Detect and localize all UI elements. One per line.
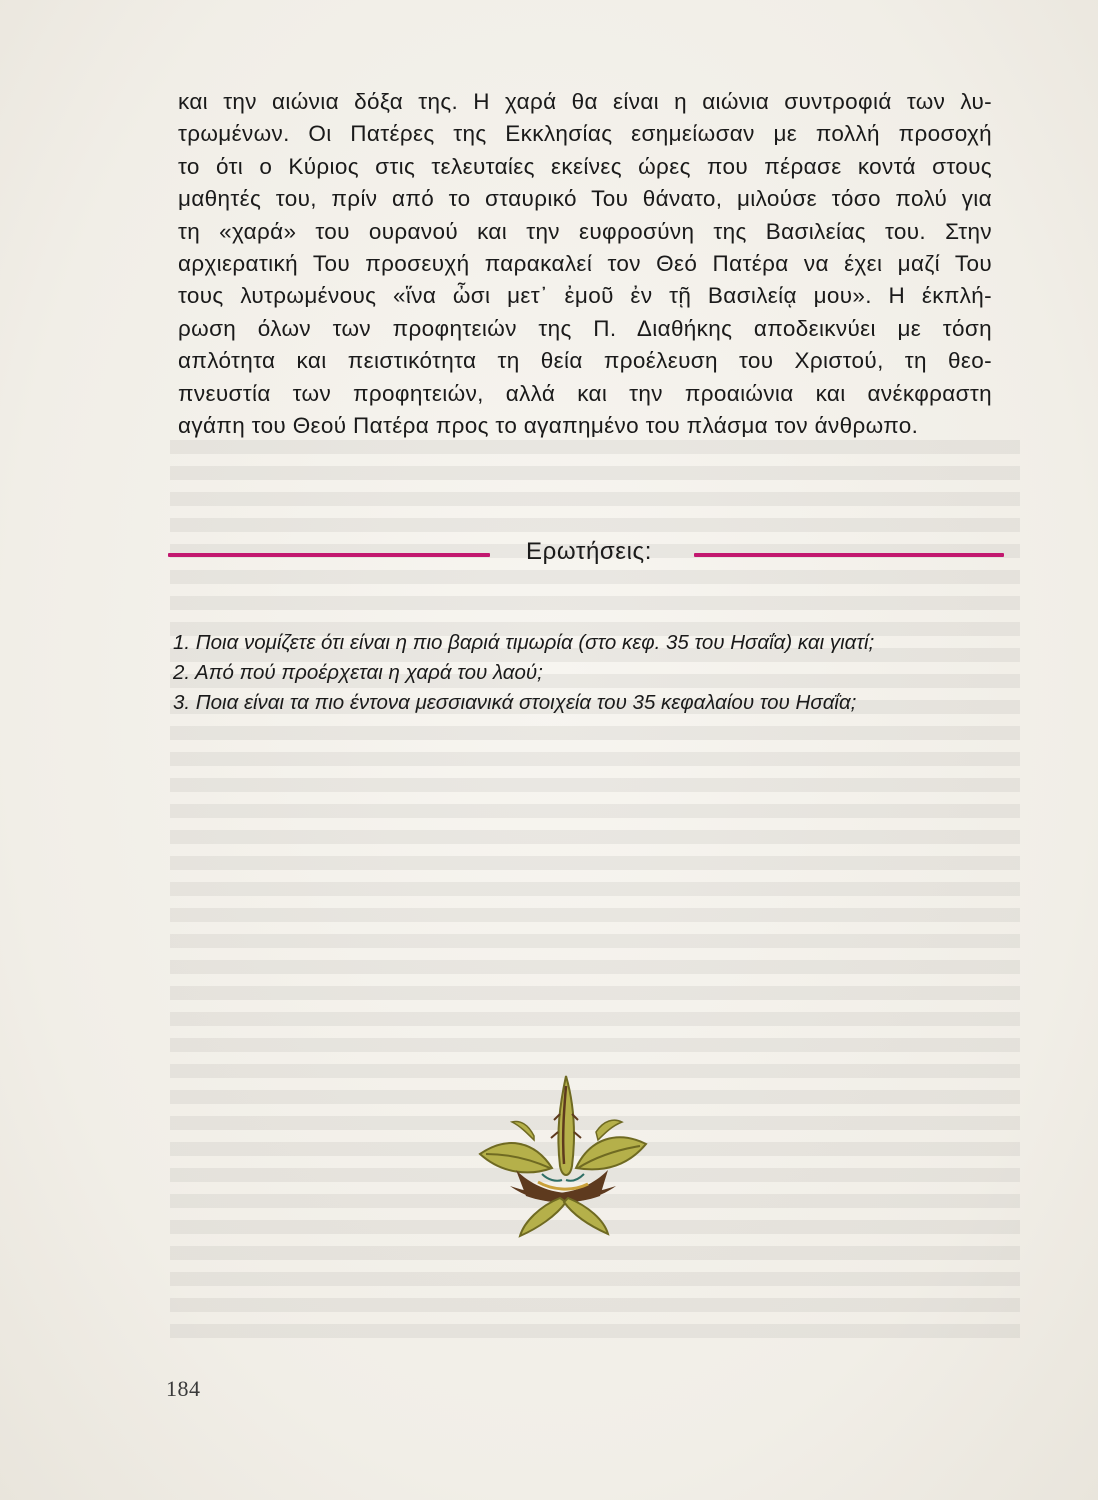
- body-line: τρωμένων. Οι Πατέρες της Εκκλησίας εσημείωσαν με πολλή προσοχή: [178, 121, 992, 147]
- body-line: ρωση όλων των προφητειών της Π. Διαθήκης αποδεικνύει με τόση: [178, 315, 992, 341]
- question-item: 3. Ποια είναι τα πιο έντονα μεσσιανικά στοιχεία του 35 κεφαλαίου του Ησαΐα;: [173, 691, 857, 714]
- question-item: 2. Από πού προέρχεται η χαρά του λαού;: [173, 661, 543, 684]
- body-line: απλότητα και πειστικότητα τη θεία προέλευση του Χριστού, τη θεο-: [178, 348, 992, 374]
- questions-heading-row: [168, 536, 1004, 576]
- body-line: πνευστία των προφητειών, αλλά και την προαιώνια και ανέκφραστη: [178, 380, 992, 406]
- body-line-last: αγάπη του Θεού Πατέρα προς το αγαπημένο του πλάσμα τον άνθρωπο.: [178, 413, 919, 439]
- body-line: αρχιερατική Του προσευχή παρακαλεί τον Θεό Πατέρα να έχει μαζί Του: [178, 251, 992, 277]
- body-line: τους λυτρωμένους «ἵνα ὦσι μετ᾽ ἐμοῦ ἐν τῇ Βασιλείᾳ μου». Η έκπλή-: [178, 283, 992, 309]
- body-line: το ότι ο Κύριος στις τελευταίες εκείνες ώρες που πέρασε κοντά στους: [178, 153, 992, 179]
- question-item: 1. Ποια νομίζετε ότι είναι η πιο βαριά τιμωρία (στο κεφ. 35 του Ησαΐα) και γιατί;: [173, 631, 875, 654]
- page-number: 184: [166, 1376, 201, 1401]
- questions-list: [173, 628, 1013, 718]
- body-line: μαθητές του, πρίν από το σταυρικό Του θάνατο, μιλούσε τόσο πολύ για: [178, 186, 992, 212]
- body-line: και την αιώνια δόξα της. Η χαρά θα είναι η αιώνια συντροφιά των λυ-: [178, 89, 992, 114]
- body-paragraph: [178, 86, 992, 442]
- questions-heading: Ερωτήσεις:: [526, 538, 652, 565]
- wheat-leaf-ornament-icon: [476, 1074, 650, 1238]
- body-line: τη «χαρά» του ουρανού και την ευφροσύνη της Βασιλείας του. Στην: [178, 218, 992, 244]
- heading-rule-left: [168, 553, 490, 557]
- heading-rule-right: [694, 553, 1004, 557]
